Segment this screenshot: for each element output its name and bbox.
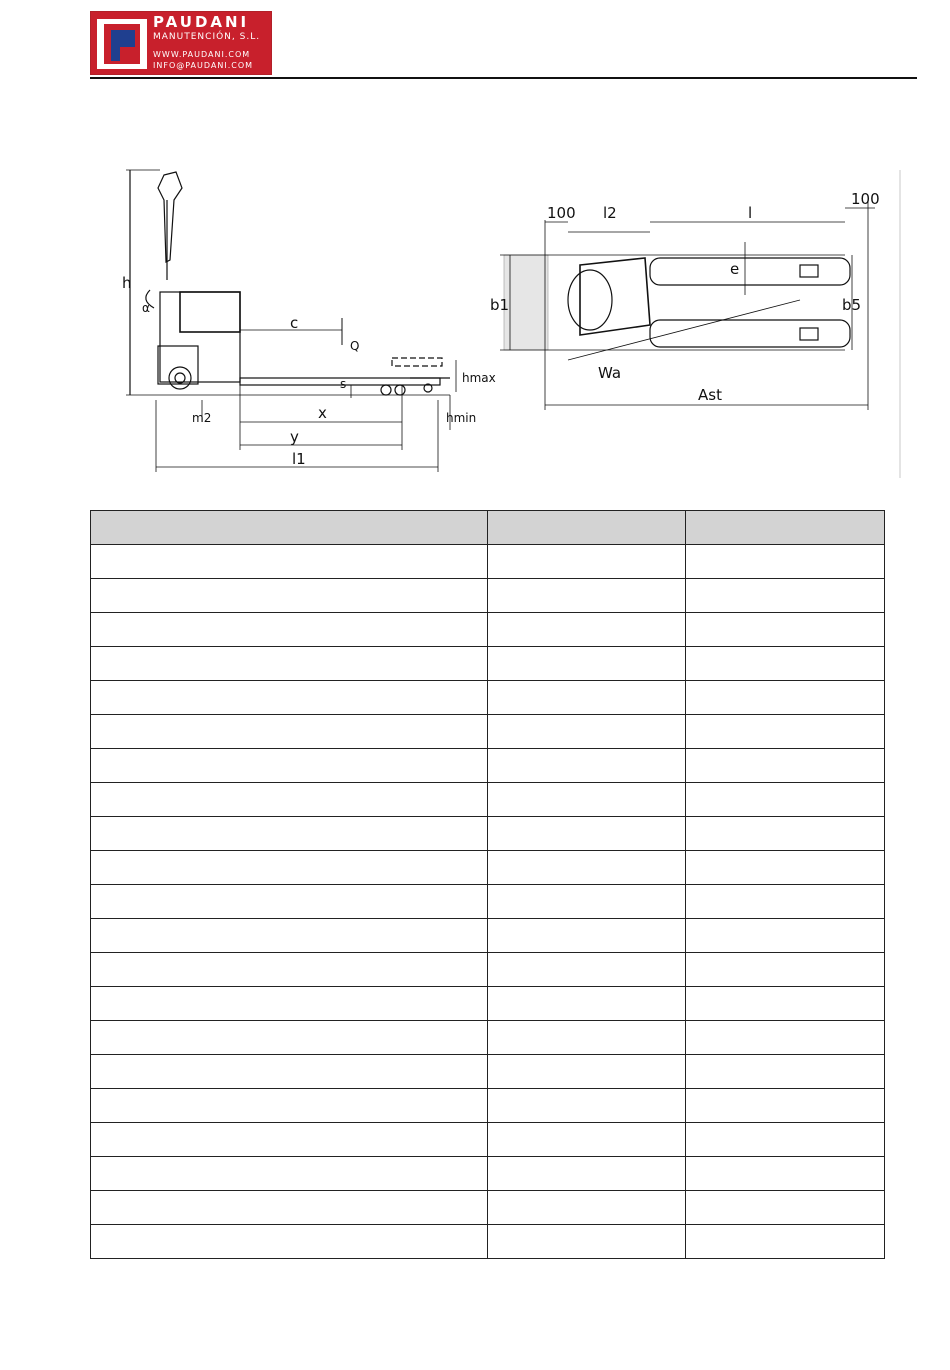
table-row (91, 545, 885, 579)
table-cell (686, 647, 885, 681)
table-row (91, 1021, 885, 1055)
table-row (91, 715, 885, 749)
logo-company-name: PAUDANI (153, 13, 250, 31)
table-cell (686, 1021, 885, 1055)
label-e: e (730, 260, 740, 278)
table-row (91, 919, 885, 953)
header-rule (90, 77, 917, 79)
table-cell (487, 1191, 686, 1225)
table-row (91, 1191, 885, 1225)
table-cell (91, 1157, 488, 1191)
table-cell (686, 953, 885, 987)
table-cell (91, 885, 488, 919)
table-header-row (91, 511, 885, 545)
table-header-cell (686, 511, 885, 545)
table-cell (686, 715, 885, 749)
table-cell (487, 1123, 686, 1157)
table-cell (686, 851, 885, 885)
technical-drawing (120, 160, 910, 485)
table-cell (686, 579, 885, 613)
table-header-cell (91, 511, 488, 545)
label-m2: m2 (192, 411, 212, 425)
label-x: x (318, 404, 327, 422)
label-b1: b1 (490, 296, 510, 314)
logo-subtitle: MANUTENCIÓN, S.L. (153, 32, 261, 42)
table-cell (91, 783, 488, 817)
table-row (91, 647, 885, 681)
table-header-cell (487, 511, 686, 545)
table-cell (91, 1225, 488, 1259)
label-ast: Ast (698, 386, 722, 404)
label-s: s (340, 377, 347, 391)
table-cell (686, 987, 885, 1021)
table-cell (91, 1089, 488, 1123)
table-cell (91, 919, 488, 953)
label-hmax: hmax (462, 371, 496, 385)
label-q: Q (350, 339, 360, 353)
table-cell (487, 1021, 686, 1055)
label-l: l (748, 204, 753, 222)
table-row (91, 817, 885, 851)
logo-website: WWW.PAUDANI.COM (153, 50, 251, 59)
table-row (91, 783, 885, 817)
table-cell (91, 817, 488, 851)
table-cell (91, 1055, 488, 1089)
table-cell (91, 1123, 488, 1157)
table-row (91, 1225, 885, 1259)
table-cell (686, 1225, 885, 1259)
table-cell (487, 1157, 686, 1191)
table-row (91, 681, 885, 715)
table-cell (487, 681, 686, 715)
paudani-p-logo-icon (97, 19, 147, 69)
table-row (91, 579, 885, 613)
table-cell (91, 953, 488, 987)
table-cell (487, 579, 686, 613)
label-y: y (290, 428, 299, 446)
table-row (91, 1123, 885, 1157)
table-cell (487, 1089, 686, 1123)
table-row (91, 885, 885, 919)
table-cell (487, 1225, 686, 1259)
table-cell (487, 817, 686, 851)
table-cell (686, 1089, 885, 1123)
table-cell (686, 681, 885, 715)
table-cell (487, 749, 686, 783)
table-cell (487, 715, 686, 749)
label-wa: Wa (598, 364, 622, 382)
table-cell (686, 817, 885, 851)
table-cell (91, 647, 488, 681)
table-row (91, 749, 885, 783)
table-cell (686, 1123, 885, 1157)
label-c: c (290, 314, 299, 332)
table-cell (91, 851, 488, 885)
table-cell (487, 783, 686, 817)
table-row (91, 953, 885, 987)
table-cell (487, 647, 686, 681)
table-cell (686, 1191, 885, 1225)
table-cell (91, 749, 488, 783)
label-100-right: 100 (851, 190, 880, 208)
table-cell (686, 919, 885, 953)
table-cell (91, 613, 488, 647)
label-l1: l1 (292, 450, 306, 468)
table-cell (91, 579, 488, 613)
table-cell (686, 885, 885, 919)
label-l2: l2 (603, 204, 617, 222)
label-h: h (122, 274, 132, 292)
table-cell (91, 715, 488, 749)
table-cell (91, 1191, 488, 1225)
table-cell (487, 987, 686, 1021)
table-cell (686, 749, 885, 783)
table-cell (91, 545, 488, 579)
table-cell (686, 1157, 885, 1191)
table-cell (487, 613, 686, 647)
company-logo (90, 11, 272, 75)
table-row (91, 1157, 885, 1191)
table-row (91, 851, 885, 885)
table-cell (91, 681, 488, 715)
table-cell (487, 919, 686, 953)
table-cell (686, 1055, 885, 1089)
table-cell (91, 1021, 488, 1055)
label-alpha: α (142, 301, 150, 315)
table-cell (686, 613, 885, 647)
specification-table (90, 510, 885, 1259)
table-cell (487, 953, 686, 987)
table-cell (487, 851, 686, 885)
table-cell (487, 885, 686, 919)
table-row (91, 987, 885, 1021)
label-b5: b5 (842, 296, 862, 314)
label-100-left: 100 (547, 204, 576, 222)
table-cell (91, 987, 488, 1021)
table-cell (487, 1055, 686, 1089)
table-row (91, 1089, 885, 1123)
table-cell (686, 545, 885, 579)
table-cell (487, 545, 686, 579)
table-row (91, 1055, 885, 1089)
table-row (91, 613, 885, 647)
logo-email: INFO@PAUDANI.COM (153, 61, 254, 70)
table-cell (686, 783, 885, 817)
label-hmin: hmin (446, 411, 477, 425)
